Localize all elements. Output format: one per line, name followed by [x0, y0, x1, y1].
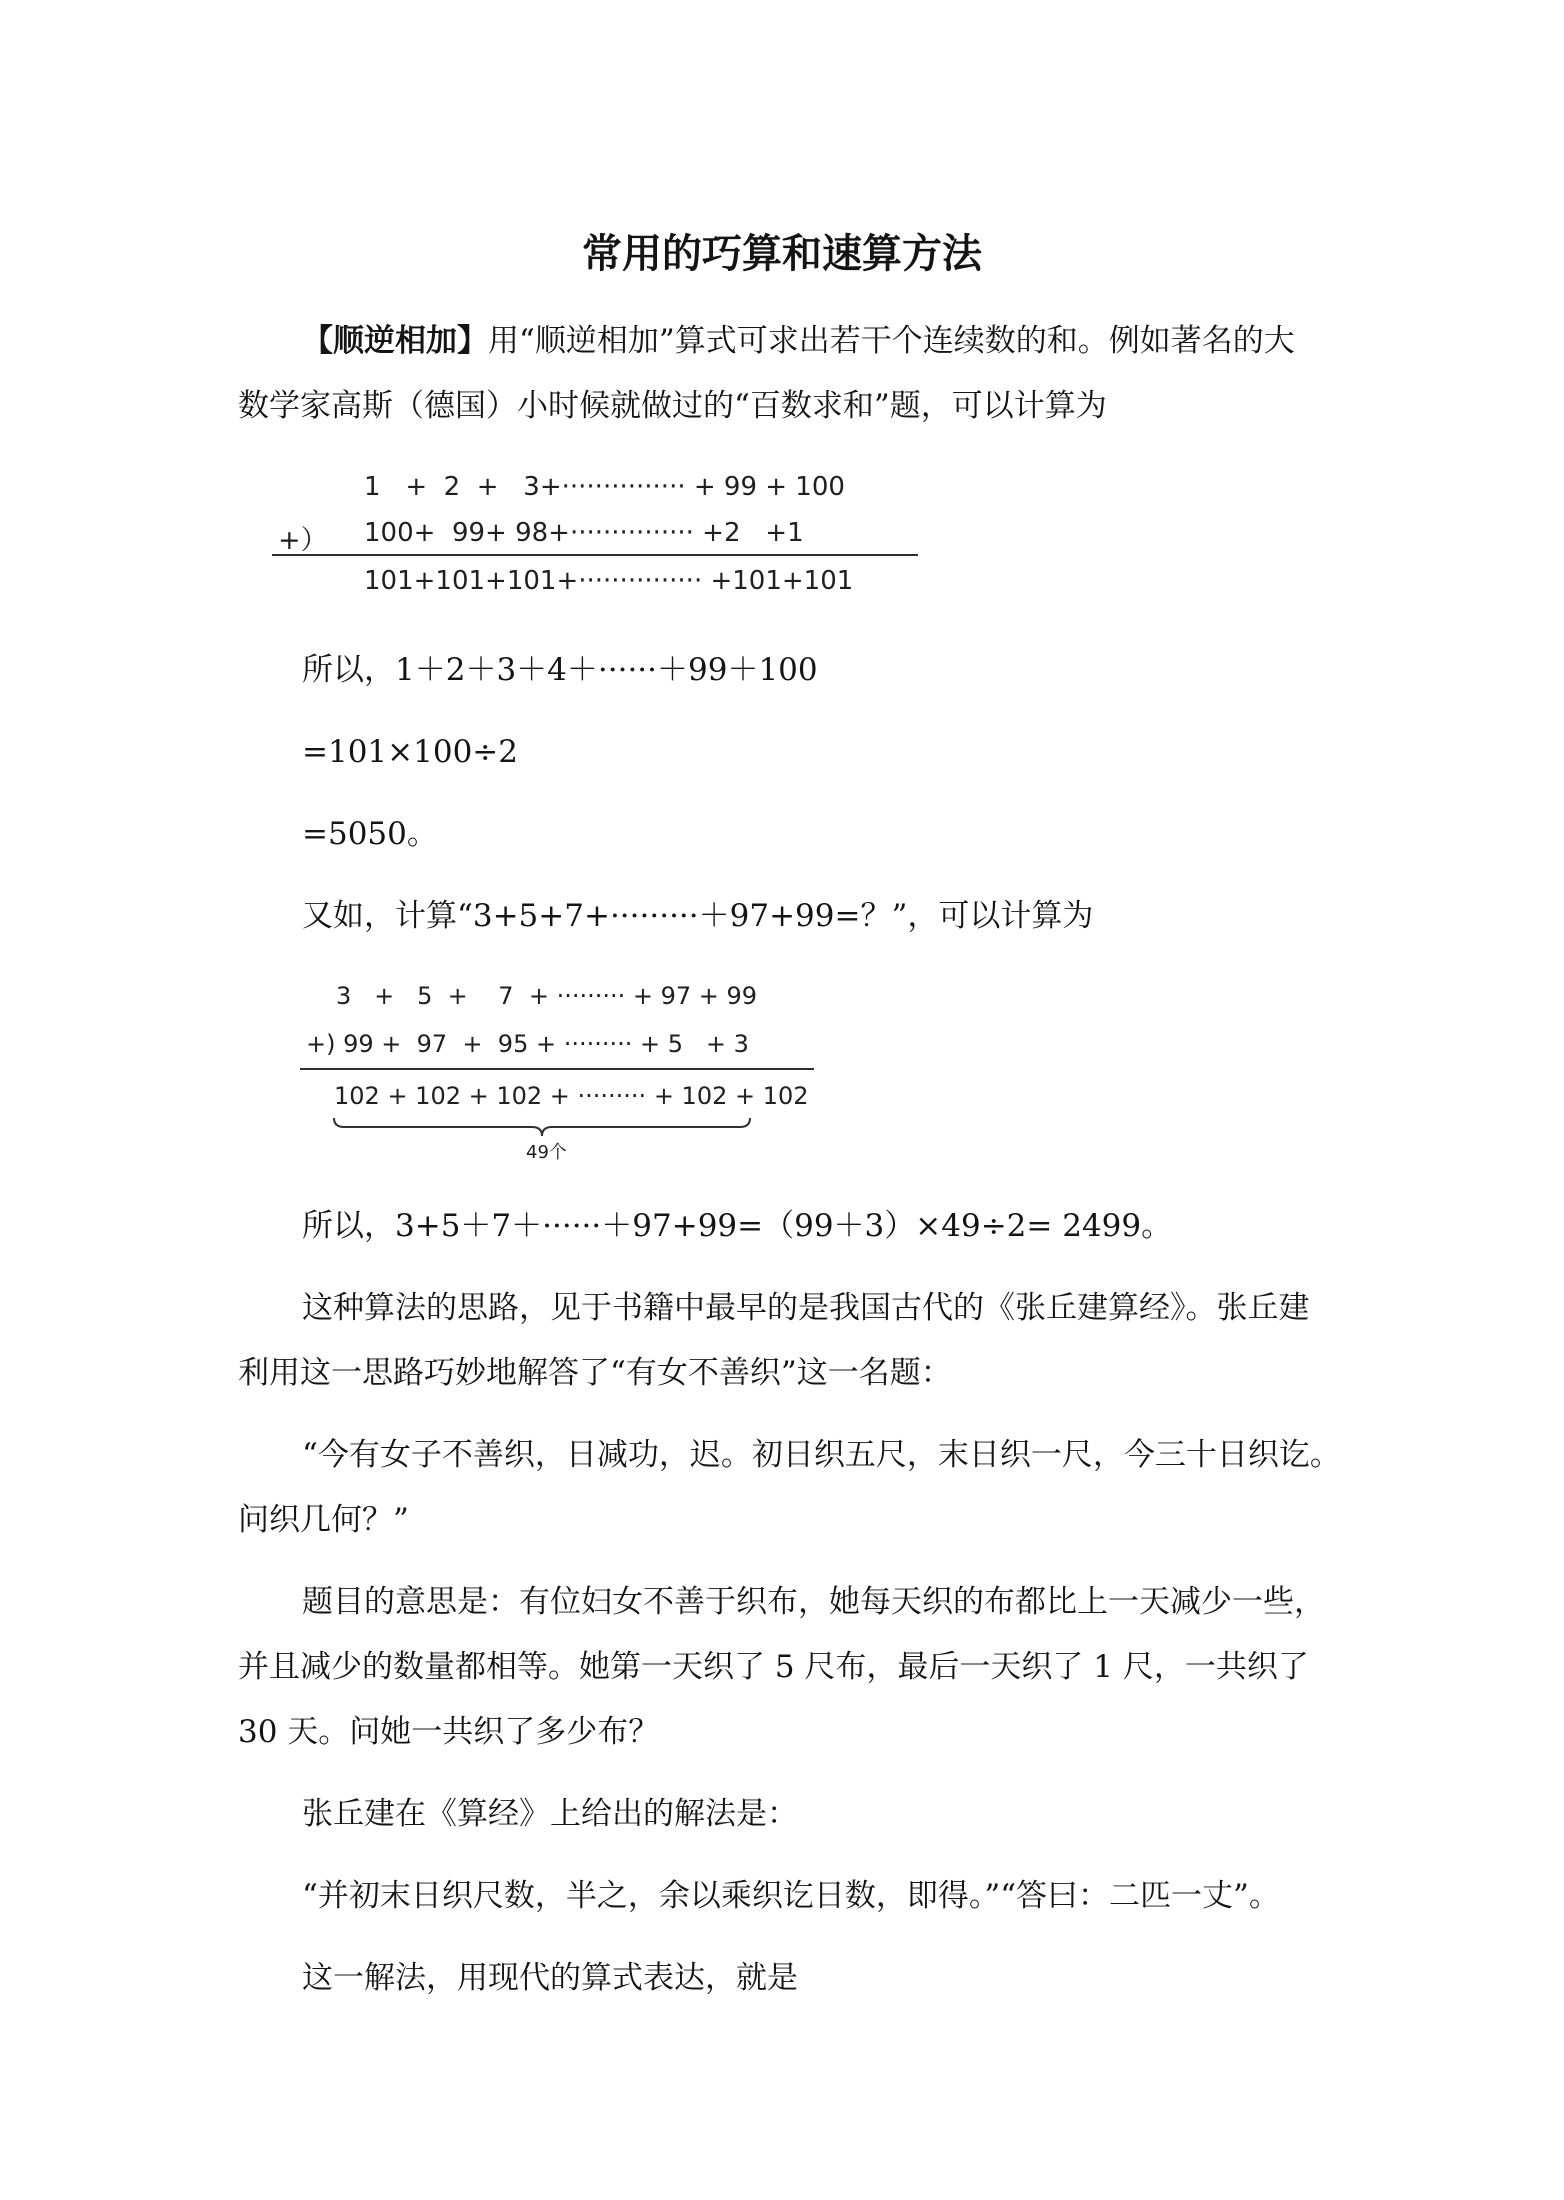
- result1-line-3: =5050。: [302, 816, 438, 852]
- result1-line-2: =101×100÷2: [302, 734, 518, 770]
- intro-text-1: 用“顺逆相加”算式可求出若干个连续数的和。例如著名的大: [488, 323, 1295, 359]
- closing-line: 这一解法，用现代的算式表达，就是: [302, 1960, 798, 1996]
- figure1-row-3: 101+101+101+··············· +101+101: [364, 566, 854, 596]
- solution-quote: “并初末日织尺数，半之，余以乘织讫日数，即得。”“答曰：二匹一丈”。: [302, 1878, 1280, 1914]
- figure2-row-2: +) 99 + 97 + 95 + ········· + 5 + 3: [306, 1030, 749, 1058]
- example2-intro: 又如，计算“3+5+7+·········＋97+99=？”，可以计算为: [302, 898, 1094, 934]
- result1-line-1: 所以，1＋2＋3＋4＋······＋99＋100: [302, 652, 818, 688]
- figure1-row-1: 1 + 2 + 3+··············· + 99 + 100: [364, 472, 845, 502]
- figure1-row-2: 100+ 99+ 98+··············· +2 +1: [364, 518, 804, 548]
- quote1-line-2: 问织几何？”: [238, 1502, 409, 1538]
- intro-paragraph-line-2: 数学家高斯（德国）小时候就做过的“百数求和”题，可以计算为: [238, 388, 1107, 424]
- history-line-1: 这种算法的思路，见于书籍中最早的是我国古代的《张丘建算经》。张丘建: [302, 1290, 1310, 1326]
- figure1-plus-sign: +）: [278, 525, 328, 556]
- figure2-row-3: 102 + 102 + 102 + ········· + 102 + 102: [334, 1082, 809, 1110]
- figure-reverse-addition-2: [300, 974, 820, 1166]
- page-title: 常用的巧算和速算方法: [582, 231, 982, 277]
- meaning-line-1: 题目的意思是：有位妇女不善于织布，她每天织的布都比上一天减少一些，: [302, 1584, 1325, 1620]
- figure-reverse-addition-1: [272, 462, 918, 610]
- figure2-underbrace: [332, 1116, 752, 1138]
- result2-line: 所以，3+5＋7＋······＋97+99=（99＋3）×49÷2= 2499。: [302, 1208, 1173, 1244]
- figure1-sum-line: [272, 554, 918, 556]
- intro-paragraph-line-1: [302, 323, 1295, 359]
- history-line-2: 利用这一思路巧妙地解答了“有女不善织”这一名题：: [238, 1355, 952, 1391]
- figure2-row-1: 3 + 5 + 7 + ········· + 97 + 99: [336, 982, 758, 1010]
- figure2-sum-line: [300, 1068, 814, 1070]
- quote1-line-1: “今有女子不善织，日减功，迟。初日织五尺，末日织一尺，今三十日织讫。: [302, 1437, 1341, 1473]
- section-heading: 【顺逆相加】: [302, 323, 488, 359]
- meaning-line-3: 30 天。问她一共织了多少布？: [238, 1714, 660, 1750]
- solution-intro: 张丘建在《算经》上给出的解法是：: [302, 1796, 798, 1832]
- meaning-line-2: 并且减少的数量都相等。她第一天织了 5 尺布，最后一天织了 1 尺，一共织了: [238, 1649, 1309, 1685]
- figure2-count-label: 49个: [526, 1142, 567, 1163]
